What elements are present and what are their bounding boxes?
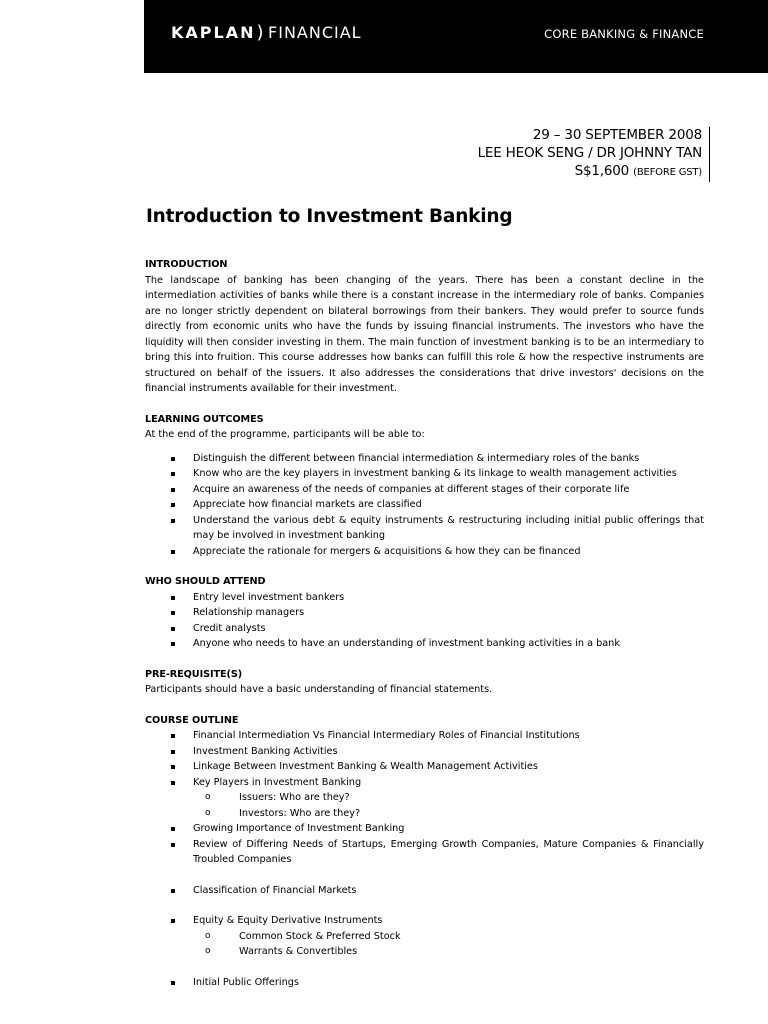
introduction-text: The landscape of banking has been changing of the years. There has been a constant decline in the intermediation activities of banks while there is a constant increase in the intermediary role of banks. Companies are no longer strictly dependent on bilateral borrowings from their bankers. They would prefer to source funds directly from economic units who have the funds by issuing financial instruments. The investors who have the liquidity will then consider investing in them. The main function of investment banking is to be an intermediary to bring this into fruition. This course addresses how banks can fulfill this role & how the respective instruments are structured on behalf of the issuers. It also addresses the considerations that drive investors' decisions on the financial instruments available for their investment.	[145, 274, 704, 394]
learning-outcomes-heading: LEARNING OUTCOMES	[145, 413, 264, 425]
kaplan-financial-logo	[171, 22, 362, 43]
list-item: Initial Public Offerings	[145, 975, 704, 991]
list-item: Understand the various debt & equity instruments & restructuring including initial public offerings that may be involved in investment banking	[145, 513, 704, 544]
course-outline-list	[145, 728, 704, 990]
bullet-icon	[171, 765, 175, 769]
header-banner	[144, 0, 768, 73]
list-item: Distinguish the different between financial intermediation & intermediary roles of the banks	[145, 451, 704, 467]
bullet-icon	[171, 827, 175, 831]
meta-divider	[709, 127, 710, 182]
list-item: Investment Banking Activities	[145, 744, 704, 760]
circle-bullet-icon: o	[205, 930, 211, 941]
course-trainers: LEE HEOK SENG / DR JOHNNY TAN	[477, 145, 702, 161]
list-item: Anyone who needs to have an understanding of investment banking activities in a bank	[145, 636, 704, 652]
logo-swoosh-icon: )	[256, 22, 265, 43]
bullet-icon	[171, 919, 175, 923]
logo-financial: FINANCIAL	[268, 23, 362, 42]
who-should-attend-list	[145, 590, 704, 652]
bullet-icon	[171, 889, 175, 893]
prerequisites-heading: PRE-REQUISITE(S)	[145, 668, 243, 680]
circle-bullet-icon: o	[205, 807, 211, 818]
introduction-heading: INTRODUCTION	[145, 259, 228, 270]
circle-bullet-icon: o	[205, 792, 211, 802]
bullet-icon	[171, 843, 175, 847]
bullet-icon	[171, 611, 175, 615]
course-price: S$1,600	[574, 163, 630, 179]
bullet-icon	[171, 488, 175, 492]
prerequisites-text: Participants should have a basic understanding of financial statements.	[145, 684, 493, 695]
list-item: Know who are the key players in investment banking & its linkage to wealth management activities	[145, 466, 704, 482]
list-item: Appreciate the rationale for mergers & acquisitions & how they can be financed	[145, 544, 704, 560]
bullet-icon	[171, 457, 175, 461]
learning-outcomes-section	[145, 412, 704, 560]
course-price-line	[478, 162, 702, 182]
bullet-icon	[171, 781, 175, 785]
bullet-icon	[171, 750, 175, 754]
bullet-icon	[171, 472, 175, 476]
circle-bullet-icon: o	[205, 946, 211, 956]
list-item: Equity & Equity Derivative Instruments o Common Stock & Preferred Stock o Warrants & Convertibles	[145, 913, 704, 960]
bullet-icon	[171, 642, 175, 646]
introduction-section	[145, 257, 704, 397]
price-note: (BEFORE GST)	[633, 167, 702, 178]
sub-list-item: o Investors: Who are they?	[193, 806, 704, 822]
sub-list-item: o Warrants & Convertibles	[193, 944, 704, 960]
list-item: Relationship managers	[145, 605, 704, 621]
bullet-icon	[171, 734, 175, 738]
list-item: Credit analysts	[145, 621, 704, 637]
course-dates: 29 – 30 SEPTEMBER 2008	[532, 127, 702, 143]
who-should-attend-section	[145, 574, 704, 652]
list-item: Financial Intermediation Vs Financial Intermediary Roles of Financial Institutions	[145, 728, 704, 744]
list-item: Linkage Between Investment Banking & Wealth Management Activities	[145, 759, 704, 775]
list-item: Key Players in Investment Banking o Issuers: Who are they? o Investors: Who are they?	[145, 775, 704, 822]
list-item: Classification of Financial Markets	[145, 883, 704, 899]
document-body	[145, 257, 704, 1005]
list-item: Appreciate how financial markets are classified	[145, 497, 704, 513]
list-item: Review of Differing Needs of Startups, Emerging Growth Companies, Mature Companies & Financially Troubled Companies	[145, 837, 704, 868]
who-should-attend-heading: WHO SHOULD ATTEND	[145, 576, 266, 587]
course-outline-section	[145, 713, 704, 991]
key-players-sublist	[193, 790, 704, 821]
list-item: Entry level investment bankers	[145, 590, 704, 606]
sub-list-item: o Common Stock & Preferred Stock	[193, 929, 704, 945]
learning-outcomes-intro: At the end of the programme, participants will be able to:	[145, 429, 425, 440]
list-item: Growing Importance of Investment Banking	[145, 821, 704, 837]
course-outline-heading: COURSE OUTLINE	[145, 714, 239, 726]
page-title: Introduction to Investment Banking	[146, 206, 513, 227]
sub-list-item: o Issuers: Who are they?	[193, 790, 704, 806]
bullet-icon	[171, 550, 175, 554]
logo-kaplan: KAPLAN	[171, 23, 256, 42]
prerequisites-section	[145, 667, 704, 698]
learning-outcomes-list	[145, 451, 704, 560]
course-meta	[478, 126, 702, 182]
bullet-icon	[171, 596, 175, 600]
bullet-icon	[171, 627, 175, 631]
equity-sublist	[193, 929, 704, 960]
bullet-icon	[171, 519, 175, 523]
header-tagline: CORE BANKING & FINANCE	[544, 27, 704, 41]
list-item: Acquire an awareness of the needs of companies at different stages of their corporate life	[145, 482, 704, 498]
bullet-icon	[171, 981, 175, 985]
bullet-icon	[171, 503, 175, 507]
